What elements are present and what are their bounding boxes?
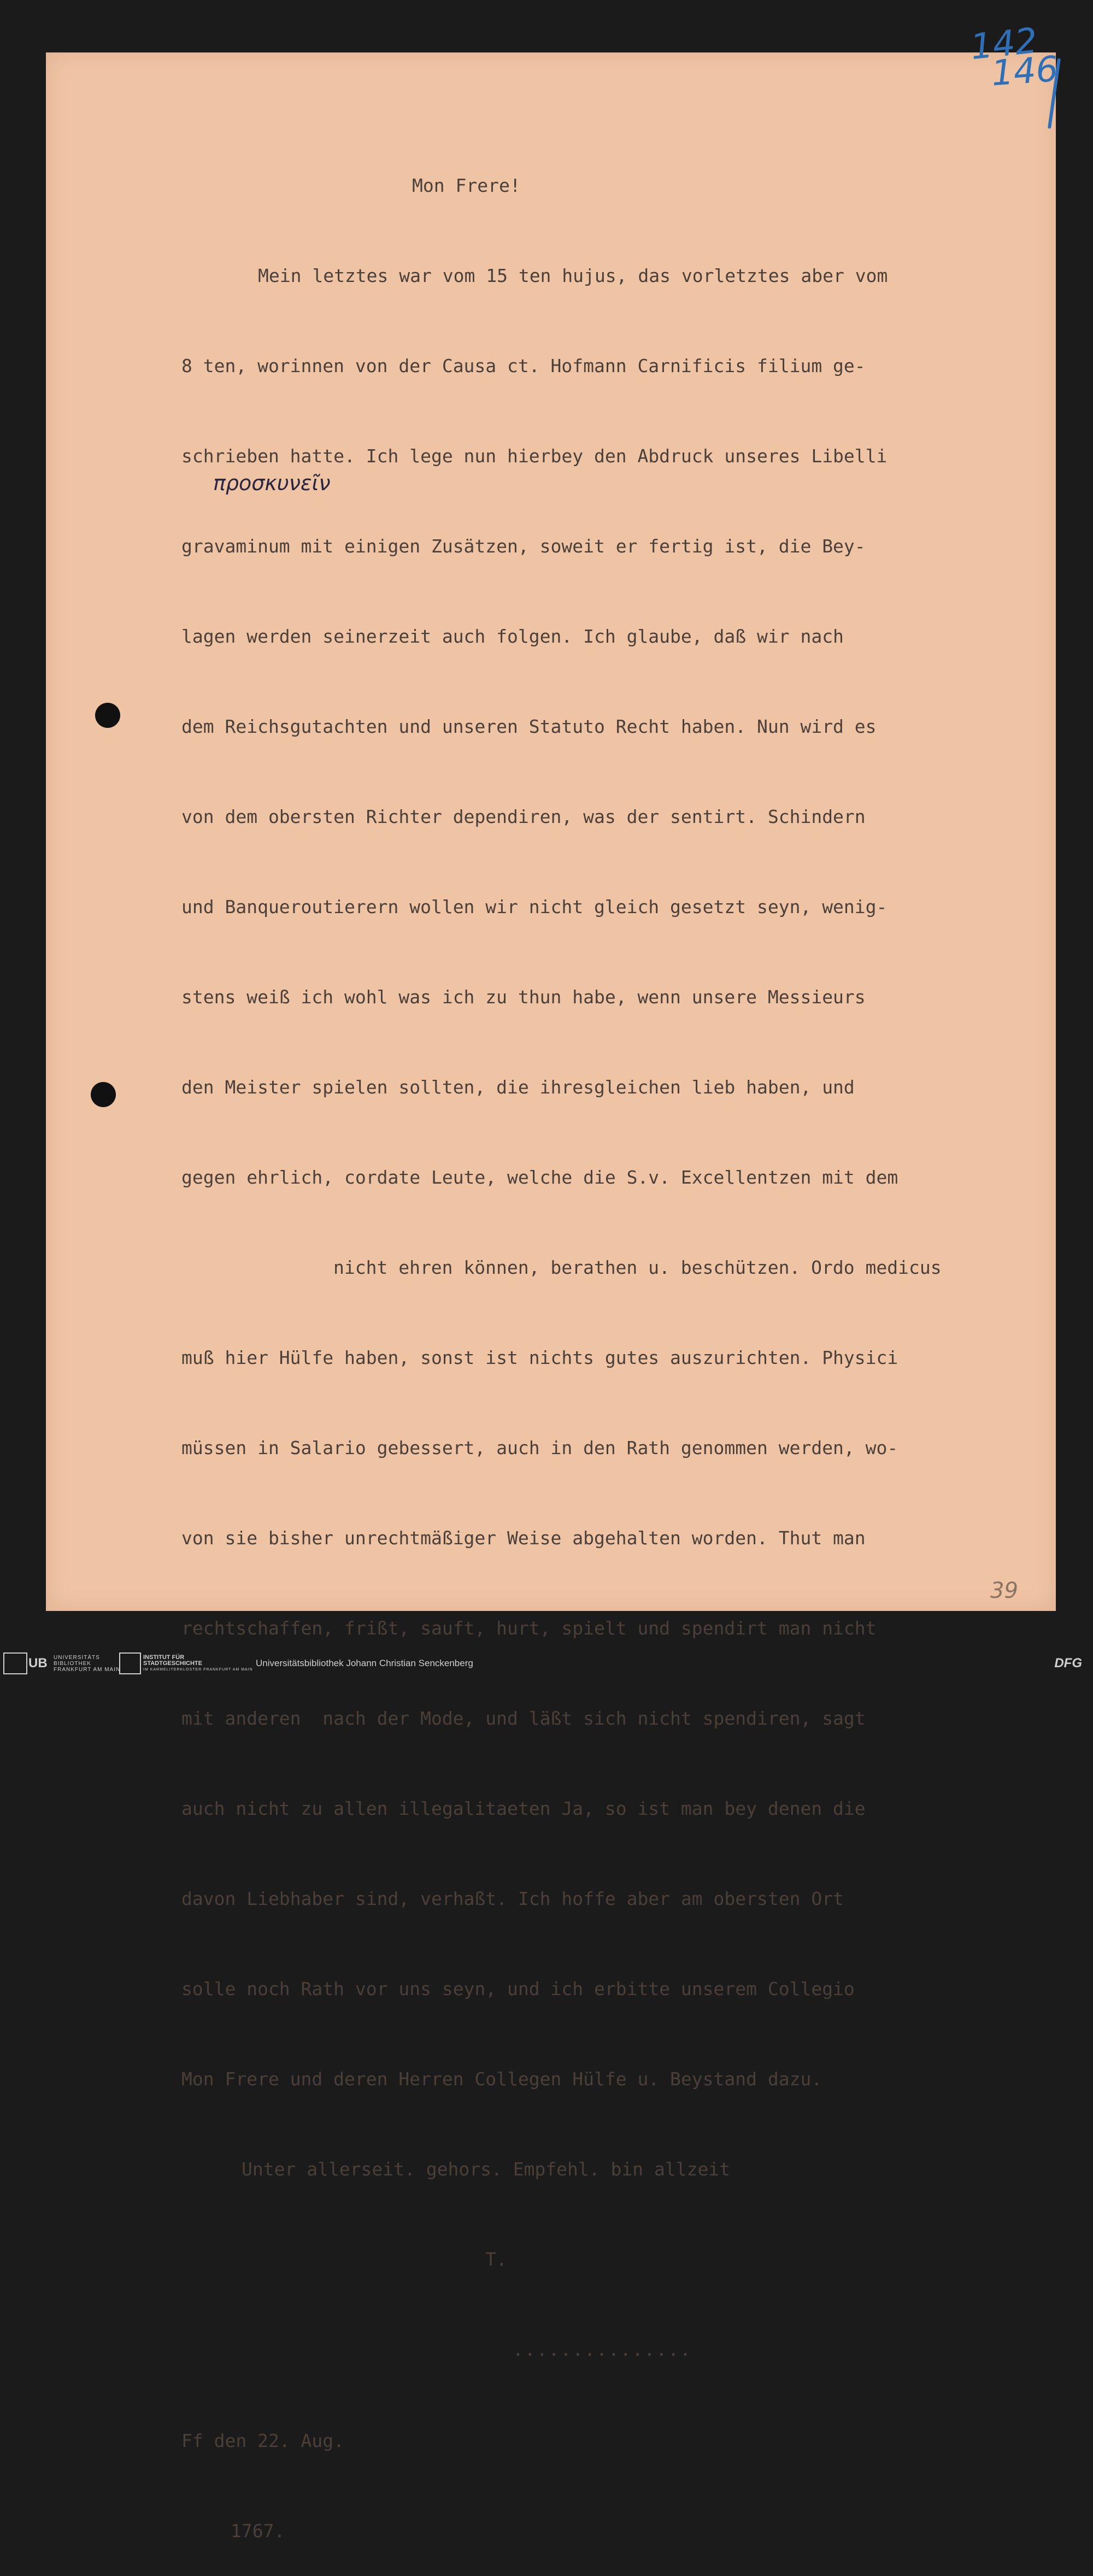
dfg-logo: DFG <box>1054 1656 1082 1671</box>
punch-hole-bottom <box>91 1082 116 1107</box>
body-line: dem Reichsgutachten und unseren Statuto Recht haben. Nun wird es <box>181 716 877 737</box>
body-line: schrieben hatte. Ich lege nun hierbey den Abdruck unseres Libelli <box>181 445 888 467</box>
institute-subtitle: IM KARMELITERKLOSTER FRANKFURT AM MAIN <box>143 1668 253 1672</box>
body-line: muß hier Hülfe haben, sonst ist nichts gutes auszurichten. Physici <box>181 1347 898 1368</box>
date-place: Ff den 22. Aug. <box>181 2430 345 2451</box>
body-line: rechtschaffen, frißt, sauft, hurt, spielt und spendirt man nicht <box>181 1618 877 1639</box>
date-year: 1767. <box>231 2520 285 2542</box>
page-number: 39 <box>990 1578 1018 1603</box>
ub-logo-text: UB <box>28 1656 48 1671</box>
body-line: und Banqueroutierern wollen wir nicht gleich gesetzt seyn, wenig- <box>181 896 888 918</box>
folio-bottom: 146 <box>990 49 1060 95</box>
body-line: davon Liebhaber sind, verhaßt. Ich hoffe aber am obersten Ort <box>181 1888 844 1909</box>
library-name: Universitätsbibliothek Johann Christian Senckenberg <box>256 1658 473 1668</box>
body-line: gegen ehrlich, cordate Leute, welche die S.v. Excellentzen mit dem <box>181 1167 898 1188</box>
body-line: lagen werden seinerzeit auch folgen. Ich glaube, daß wir nach <box>181 626 844 647</box>
handwritten-greek-word: προσκυνεῖν <box>213 471 331 495</box>
body-line: solle noch Rath vor uns seyn, und ich erbitte unserem Collegio <box>181 1978 855 1999</box>
folio-number <box>968 20 1071 117</box>
institute-name: INSTITUT FÜR STADTGESCHICHTE <box>143 1654 202 1667</box>
footer-bar <box>0 1646 1093 1679</box>
body-line: mit anderen nach der Mode, und läßt sich nicht spendiren, sagt <box>181 1708 866 1729</box>
institute-logo-icon <box>119 1652 141 1674</box>
greeting: Mon Frere! <box>412 175 521 196</box>
folio-top: 142 <box>968 20 1039 68</box>
punch-hole-top <box>95 703 120 728</box>
body-line: von sie bisher unrechtmäßiger Weise abgehalten worden. Thut man <box>181 1527 866 1549</box>
signature: T. <box>485 2249 507 2270</box>
body-line: gravaminum mit einigen Zusätzen, soweit er fertig ist, die Bey- <box>181 536 866 557</box>
closing-formula: Unter allerseit. gehors. Empfehl. bin allzeit <box>242 2159 731 2180</box>
body-line: stens weiß ich wohl was ich zu thun habe, wenn unsere Messieurs <box>181 986 866 1008</box>
body-line: von dem obersten Richter dependiren, was der sentirt. Schindern <box>181 806 866 827</box>
ub-logo-icon <box>3 1652 27 1674</box>
body-line: Mein letztes war vom 15 ten hujus, das vorletztes aber vom <box>258 265 888 286</box>
body-line: 8 ten, worinnen von der Causa ct. Hofmann Carnificis filium ge- <box>181 355 866 377</box>
body-line: Mon Frere und deren Herren Collegen Hülfe u. Beystand dazu. <box>181 2068 822 2090</box>
ub-subtitle: UNIVERSITÄTS BIBLIOTHEK FRANKFURT AM MAIN <box>54 1655 121 1673</box>
body-line: auch nicht zu allen illegalitaeten Ja, so ist man bey denen die <box>181 1798 866 1819</box>
dotted-rule: ............... <box>513 2339 692 2360</box>
body-line: müssen in Salario gebessert, auch in den Rath genommen werden, wo- <box>181 1437 898 1458</box>
body-line: den Meister spielen sollten, die ihresgleichen lieb haben, und <box>181 1077 855 1098</box>
body-line: nicht ehren können, berathen u. beschützen. Ordo medicus <box>333 1257 942 1278</box>
